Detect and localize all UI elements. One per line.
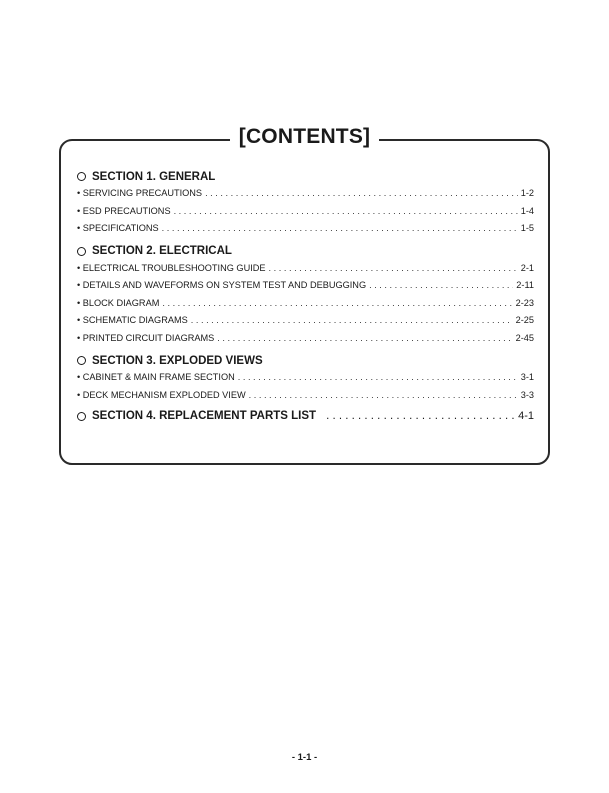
toc-entry-page: 2-11 — [516, 280, 534, 290]
section-4-entry[interactable] — [77, 410, 534, 422]
toc-entry-page: 3-3 — [520, 389, 534, 400]
toc-entry-page: 4-1 — [518, 410, 534, 422]
toc-entry-page: 1-2 — [520, 188, 534, 198]
section-1 — [77, 168, 534, 238]
section-heading — [77, 168, 534, 185]
toc-entry-label: • ESD PRECAUTIONS — [77, 205, 171, 216]
section-heading-text: SECTION 3. EXPLODED VIEWS — [92, 354, 263, 367]
dot-leader — [162, 220, 518, 238]
toc-entry[interactable] — [77, 330, 534, 348]
toc-entry[interactable] — [77, 387, 534, 405]
contents-title-wrap — [0, 122, 609, 152]
toc-entry-label: • BLOCK DIAGRAM — [77, 297, 160, 308]
dot-leader — [269, 260, 518, 278]
circle-bullet-icon — [77, 247, 86, 256]
toc-entry-page: 1-4 — [520, 205, 534, 216]
section-heading-text: SECTION 4. REPLACEMENT PARTS LIST — [92, 410, 317, 422]
circle-bullet-icon — [77, 172, 86, 181]
table-of-contents — [77, 168, 534, 422]
toc-entry[interactable] — [77, 295, 534, 313]
toc-entry-page: 1-5 — [520, 223, 534, 233]
section-3 — [77, 352, 534, 404]
toc-entry[interactable] — [77, 260, 534, 278]
dot-leader — [326, 410, 514, 422]
circle-bullet-icon — [77, 356, 86, 365]
section-heading — [77, 352, 534, 369]
dot-leader — [249, 387, 518, 405]
circle-bullet-icon — [77, 412, 86, 421]
section-heading-text: SECTION 1. GENERAL — [92, 170, 216, 183]
toc-entry[interactable] — [77, 220, 534, 238]
toc-entry-label: • CABINET & MAIN FRAME SECTION — [77, 372, 235, 382]
toc-entry-label: • DECK MECHANISM EXPLODED VIEW — [77, 389, 246, 400]
toc-entry-page: 2-25 — [515, 315, 534, 325]
dot-leader — [205, 185, 518, 203]
toc-entry-label: • SERVICING PRECAUTIONS — [77, 188, 203, 198]
section-2 — [77, 243, 534, 348]
dot-leader — [217, 330, 512, 348]
toc-entry-page: 2-23 — [515, 297, 534, 308]
page-number: - 1-1 - — [291, 752, 318, 763]
section-heading-text: SECTION 2. ELECTRICAL — [92, 245, 232, 257]
toc-entry[interactable] — [77, 203, 534, 221]
toc-entry-label: • SCHEMATIC DIAGRAMS — [77, 315, 188, 325]
contents-title: [CONTENTS] — [230, 122, 380, 152]
toc-entry[interactable] — [77, 369, 534, 387]
toc-entry-page: 3-1 — [520, 372, 534, 382]
dot-leader — [238, 369, 518, 387]
dot-leader — [191, 312, 513, 330]
toc-entry[interactable] — [77, 185, 534, 203]
toc-entry-page: 2-1 — [520, 262, 534, 273]
toc-entry-label: • SPECIFICATIONS — [77, 223, 159, 233]
dot-leader — [369, 277, 513, 295]
toc-entry-page: 2-45 — [515, 332, 534, 343]
dot-leader — [162, 295, 512, 313]
dot-leader — [174, 203, 518, 221]
toc-entry-label: • ELECTRICAL TROUBLESHOOTING GUIDE — [77, 262, 266, 273]
toc-entry[interactable] — [77, 312, 534, 330]
section-heading — [77, 243, 534, 260]
toc-entry-label: • PRINTED CIRCUIT DIAGRAMS — [77, 332, 215, 343]
toc-entry[interactable] — [77, 277, 534, 295]
toc-entry-label: • DETAILS AND WAVEFORMS ON SYSTEM TEST AND DEBUGGING — [77, 280, 367, 290]
